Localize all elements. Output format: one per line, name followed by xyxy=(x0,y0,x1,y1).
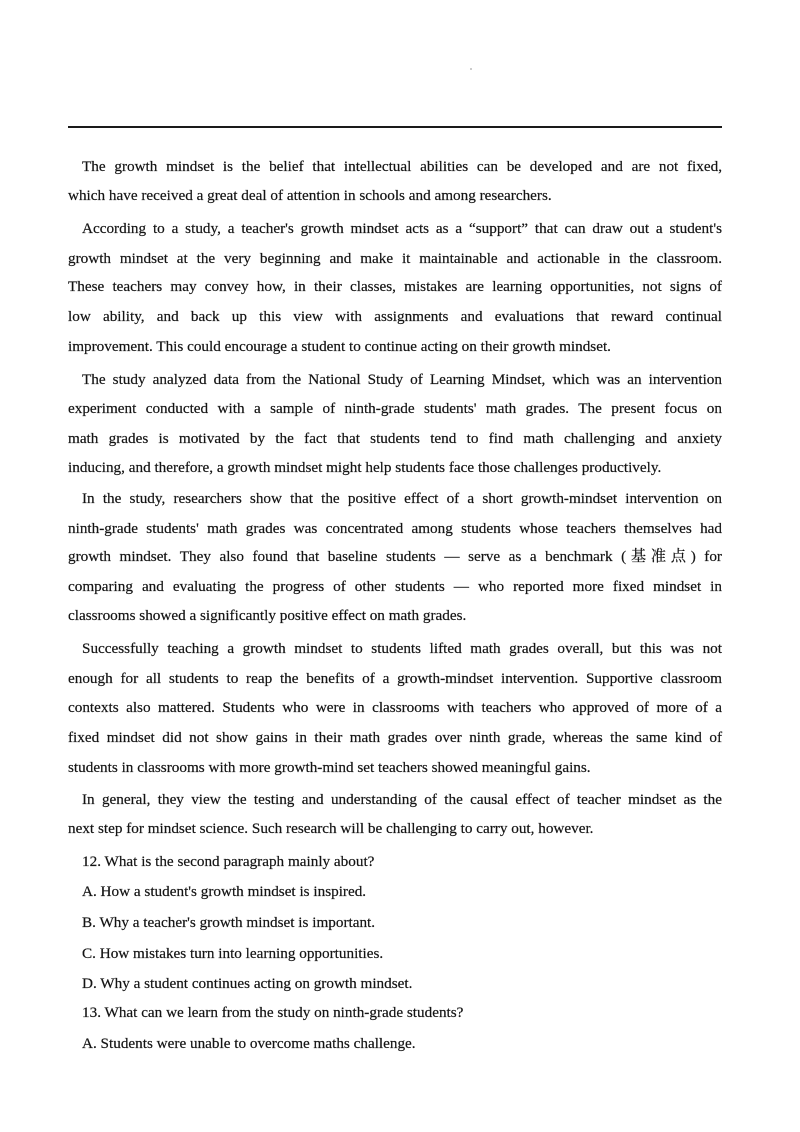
answer-option: D. Why a student continues acting on growth mindset. xyxy=(82,975,413,992)
paragraph-5-line: fixed mindset did not show gains in their math grades over ninth grade, whereas the same kind of xyxy=(68,729,722,746)
paragraph-4-line: growth mindset. They also found that baseline students — serve as a benchmark (基准点) for xyxy=(68,548,722,565)
paragraph-4-line: classrooms showed a significantly positive effect on math grades. xyxy=(68,607,467,624)
paragraph-2-line: improvement. This could encourage a student to continue acting on their growth mindset. xyxy=(68,338,611,355)
paragraph-4-line: In the study, researchers show that the positive effect of a short growth-mindset intervention on xyxy=(82,490,722,507)
paragraph-3-line: experiment conducted with a sample of ninth-grade students' math grades. The present focus on xyxy=(68,400,722,417)
paragraph-5-line: enough for all students to reap the benefits of a growth-mindset intervention. Supportive classroom xyxy=(68,670,722,687)
paragraph-6-line: In general, they view the testing and understanding of the causal effect of teacher mindset as the xyxy=(82,791,722,808)
answer-option: C. How mistakes turn into learning opportunities. xyxy=(82,945,384,962)
question-stem: 13. What can we learn from the study on ninth-grade students? xyxy=(82,1004,464,1021)
paragraph-3-line: inducing, and therefore, a growth mindset might help students face those challenges productively. xyxy=(68,459,662,476)
paragraph-2-line: These teachers may convey how, in their classes, mistakes are learning opportunities, not signs of xyxy=(68,278,722,295)
paragraph-4-line: comparing and evaluating the progress of other students — who reported more fixed mindset in xyxy=(68,578,722,595)
paragraph-5-line: contexts also mattered. Students who were in classrooms with teachers who approved of more of a xyxy=(68,699,722,716)
question-stem: 12. What is the second paragraph mainly about? xyxy=(82,853,375,870)
scan-speck xyxy=(470,68,472,70)
answer-option: B. Why a teacher's growth mindset is important. xyxy=(82,914,376,931)
paragraph-3-line: The study analyzed data from the National Study of Learning Mindset, which was an intervention xyxy=(82,371,722,388)
paragraph-1-line: which have received a great deal of attention in schools and among researchers. xyxy=(68,187,552,204)
paragraph-6-line: next step for mindset science. Such research will be challenging to carry out, however. xyxy=(68,820,594,837)
paragraph-1-line: The growth mindset is the belief that intellectual abilities can be developed and are not fixed, xyxy=(82,158,722,175)
header-rule xyxy=(68,126,722,128)
answer-option: A. How a student's growth mindset is inspired. xyxy=(82,883,367,900)
paragraph-2-line: low ability, and back up this view with assignments and evaluations that reward continual xyxy=(68,308,722,325)
paragraph-5-line: Successfully teaching a growth mindset to students lifted math grades overall, but this was not xyxy=(82,640,722,657)
paragraph-4-line: ninth-grade students' math grades was concentrated among students whose teachers themselves had xyxy=(68,520,722,537)
paragraph-2-line: According to a study, a teacher's growth mindset acts as a “support” that can draw out a student's xyxy=(82,220,722,237)
paragraph-2-line: growth mindset at the very beginning and make it maintainable and actionable in the classroom. xyxy=(68,250,722,267)
answer-option: A. Students were unable to overcome maths challenge. xyxy=(82,1035,416,1052)
paragraph-3-line: math grades is motivated by the fact that students tend to find math challenging and anxiety xyxy=(68,430,722,447)
paragraph-5-line: students in classrooms with more growth-mind set teachers showed meaningful gains. xyxy=(68,759,591,776)
